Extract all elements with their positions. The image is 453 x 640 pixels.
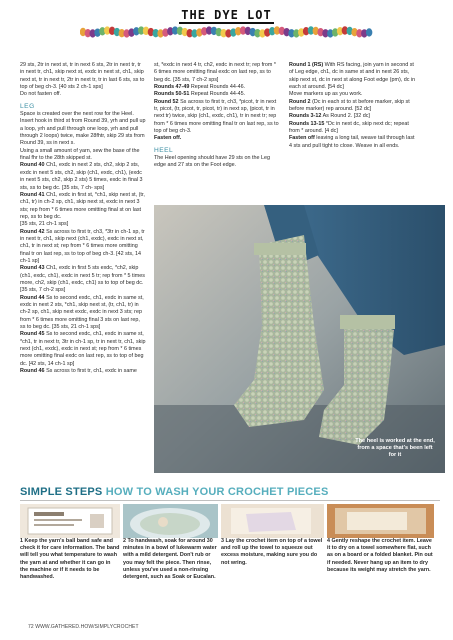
step-number: 2 (123, 538, 126, 544)
towel-illustration (221, 504, 324, 538)
pattern-text: The Heel opening should have 29 sts on the Leg edge and 27 sts on the Foot edge. (154, 155, 270, 169)
pattern-round (289, 99, 419, 114)
round-text: With RS facing, join yarn in second st of Leg edge, ch1, dc in same st and in next 26 sts, skip next st, dc in next st along Foot edge (pm), dc in each st around. [54 dc] (289, 62, 416, 91)
round-label: Rounds 13-15 (289, 120, 325, 127)
pattern-text: Space is created over the next row for the Heel. Insert hook in third st from Round 39, yrh and pull up a loop, yrh and pull through one loop, yrh and pull through 2 loops) twice, make 28fhtr, skip 29 sts from Round 39, ss in next s. (20, 111, 146, 147)
simple-steps-heading (20, 486, 329, 498)
round-label: Round 43 (20, 265, 45, 272)
page-header (0, 0, 453, 46)
pattern-column-2 (154, 62, 280, 170)
pattern-text: Do not fasten off. (20, 91, 61, 98)
step-4-text (327, 538, 434, 574)
round-label: Round 41 (20, 191, 45, 198)
round-label: Round 44 (20, 294, 45, 301)
pattern-column-3 (289, 62, 419, 150)
round-text: leaving a long tail, weave tail through last 4 sts and pull tight to close. Weave in all ends. (289, 135, 415, 149)
pattern-round (20, 368, 146, 375)
divider (20, 500, 440, 501)
round-text: Repeat Rounds 44-45. (190, 91, 246, 98)
pattern-round (289, 135, 419, 150)
pattern-round (289, 113, 419, 120)
step-body: Gently reshape the crochet item. Leave it to dry on a towel somewhere flat, such as on a board or a folded blanket. Pin out if needed. Never hang up an item to dry because its weight may stretch the yarn. (327, 538, 433, 573)
fasten-off-label: Fasten off. (154, 135, 182, 142)
page-footer (28, 624, 139, 630)
round-label: Round 42 (20, 228, 45, 235)
round-label: Round 52 (154, 98, 179, 105)
round-label: Round 1 (RS) (289, 62, 324, 68)
round-label: Rounds 3-12 (289, 113, 322, 120)
sock-illustration (154, 205, 445, 473)
pattern-round (20, 162, 146, 191)
simple-steps-label: SIMPLE STEPS (20, 486, 103, 498)
pattern-round (154, 91, 280, 98)
round-label: Rounds 50-51 (154, 91, 190, 98)
board-illustration (327, 504, 434, 538)
step-number: 4 (327, 538, 330, 544)
step-number: 3 (221, 538, 224, 544)
round-text: (Dc in each st to st before marker, skip st before marker) rep around. [52 dc] (289, 98, 410, 113)
section-heading-heel: HEEL (154, 146, 174, 154)
step-body: Keep the yarn's ball band safe and check it for care information. The band will tell you what temperature to wash the yarn at and whether it can go in the machine or if it needs to be handwashed. (20, 538, 120, 581)
pattern-round (154, 84, 280, 91)
pattern-round (20, 331, 146, 368)
yarn-ball (366, 28, 372, 36)
pattern-text: Using a small amount of yarn, sew the base of the final fhr to the 28th skipped st. (20, 147, 140, 162)
pattern-round (289, 62, 419, 91)
round-label: Round 46 (20, 368, 45, 375)
sock-photo (154, 205, 445, 473)
round-text: *Dc in next dc, skip next dc; repeat from * around. [4 dc] (289, 120, 409, 135)
footer-url: WWW.GATHERED.HOW/SIMPLYCROCHET (35, 624, 139, 630)
round-label: Fasten off (289, 135, 315, 142)
round-label: Rounds 47-49 (154, 84, 190, 91)
yarn-decoration (80, 26, 373, 38)
pattern-text: st, *exdc in next 4 tr, ch2, exdc in next tr; rep from * 6 times more omitting final exdc on last rep, ss to beg dc. [35 sts, 7 ch-2 sps] (154, 62, 276, 83)
round-text: Ch1, exdc in first 5 sts exdc, *ch2, skip (ch1, exdc, ch1), exdc in next 5 tr; rep from * 5 times more, ch2, skip (ch1, exdc, ch1) ss to top of beg dc. [35 sts, 7 ch-2 sps] (20, 265, 145, 294)
pattern-text: Move markers up as you work. (289, 91, 363, 98)
simple-steps-title: HOW TO WASH YOUR CROCHET PIECES (105, 486, 329, 498)
round-text: Ss to second exdc, ch1, exdc in same st, *ch1, tr in next tr, 3tr in ch-1 sp, tr in next tr, ch1, skip next (ch1, exdc), exdc in next st; rep from * 6 times more omitting final exdc on last rep, ss to top of beg dc. [42 sts, 14 ch-1 sp] (20, 331, 146, 367)
step-3-text (221, 538, 324, 567)
pattern-round (20, 229, 146, 266)
round-text: Ch1, exdc in first st, *ch1, skip next st, (tr, ch1, tr) in ch-2 sp, ch1, skip next st, exdc in next 3 sts; rep from * 6 times more omitting final st on last rep, ss to beg dc. (20, 191, 145, 220)
step-2-text (123, 538, 218, 581)
round-text: As Round 2. [32 dc] (322, 113, 370, 120)
pattern-round (20, 295, 146, 332)
step-number: 1 (20, 538, 23, 544)
step-body: Lay the crochet item on top of a towel and roll up the towel to squeeze out excess moisture, making sure you do not wring. (221, 538, 323, 566)
step-1-text (20, 538, 120, 581)
pattern-round (289, 121, 419, 136)
section-heading-leg: LEG (20, 102, 35, 110)
round-label: Round 2 (289, 98, 311, 105)
round-text: Ss across to first tr, ch3, *picot, tr in next tr, picot, (tr, picot, tr, picot, tr) in next sp, (picot, tr in next tr) twice, skip (ch1, exdc, ch1), tr in next tr; rep from * 6 times more omitting final tr on last rep, ss to top of beg ch-3. (154, 98, 279, 135)
round-label: Round 40 (20, 162, 45, 169)
round-text: Ss to second exdc, ch1, exdc in same st, exdc in next 2 sts, *ch1, skip next st, (tr, ch1, tr) in ch-2 sp, ch1, skip next exdc, exdc in next 3 sts; rep from * 6 times more omitting final 3 sts on last rep, ss to beg dc. [35 sts, 21 ch-1 sps] (20, 294, 144, 331)
round-text: Repeat Rounds 44-46. (190, 84, 246, 91)
pattern-round (20, 192, 146, 221)
pattern-text: [35 sts, 21 ch-1 sps] (20, 221, 69, 228)
pattern-round (154, 99, 280, 136)
round-text: Ss across to first tr, ch3, *3tr in ch-1 sp, tr in next tr, ch1, skip next (ch1, exdc), exdc in next st, ch1, tr in next st; rep from * 6 times more omitting final tr on last rep, ss to top of beg ch-3. [42 sts, 14 ch-1 sp] (20, 228, 145, 264)
step-body: To handwash, soak for around 30 minutes in a bowl of lukewarm water with a mild detergent. Don't rub or you may felt the piece. Then rinse, unless you've used a non-rinsing detergent, such as Soak or Eucalan. (123, 538, 217, 581)
pattern-column-1 (20, 62, 146, 375)
round-label: Round 45 (20, 331, 45, 338)
round-text: Ch1, exdc in next 2 sts, ch2, skip 2 sts, exdc in next 5 sts, ch2, skip (ch1, exdc, ch1), (exdc in next 5 sts, ch2, skip 2 sts) 5 times, exdc in final 3 sts, ss to beg dc. [35 sts, 7 ch- sps] (20, 162, 143, 191)
section-title (0, 8, 453, 22)
pattern-text: 29 sts, 2tr in next st, tr in next 6 sts, 2tr in next tr, tr in next tr, ch1, skip next st, exdc in next st, ch1, skip next st, tr in next tr, 2tr in next tr, tr in last 6 sts, ss to top of beg ch-3. [40 sts 2 ch-1 sps] (20, 62, 145, 91)
ball-band-illustration (20, 504, 120, 538)
pattern-round (20, 265, 146, 294)
section-title-text: THE DYE LOT (181, 8, 272, 22)
bowl-illustration (123, 504, 218, 538)
page-number: 72 (28, 624, 34, 630)
photo-caption: The heel is worked at the end, from a space that's been left for it (355, 438, 435, 458)
round-text: Ss across to first tr, ch1, exdc in same (46, 368, 137, 375)
